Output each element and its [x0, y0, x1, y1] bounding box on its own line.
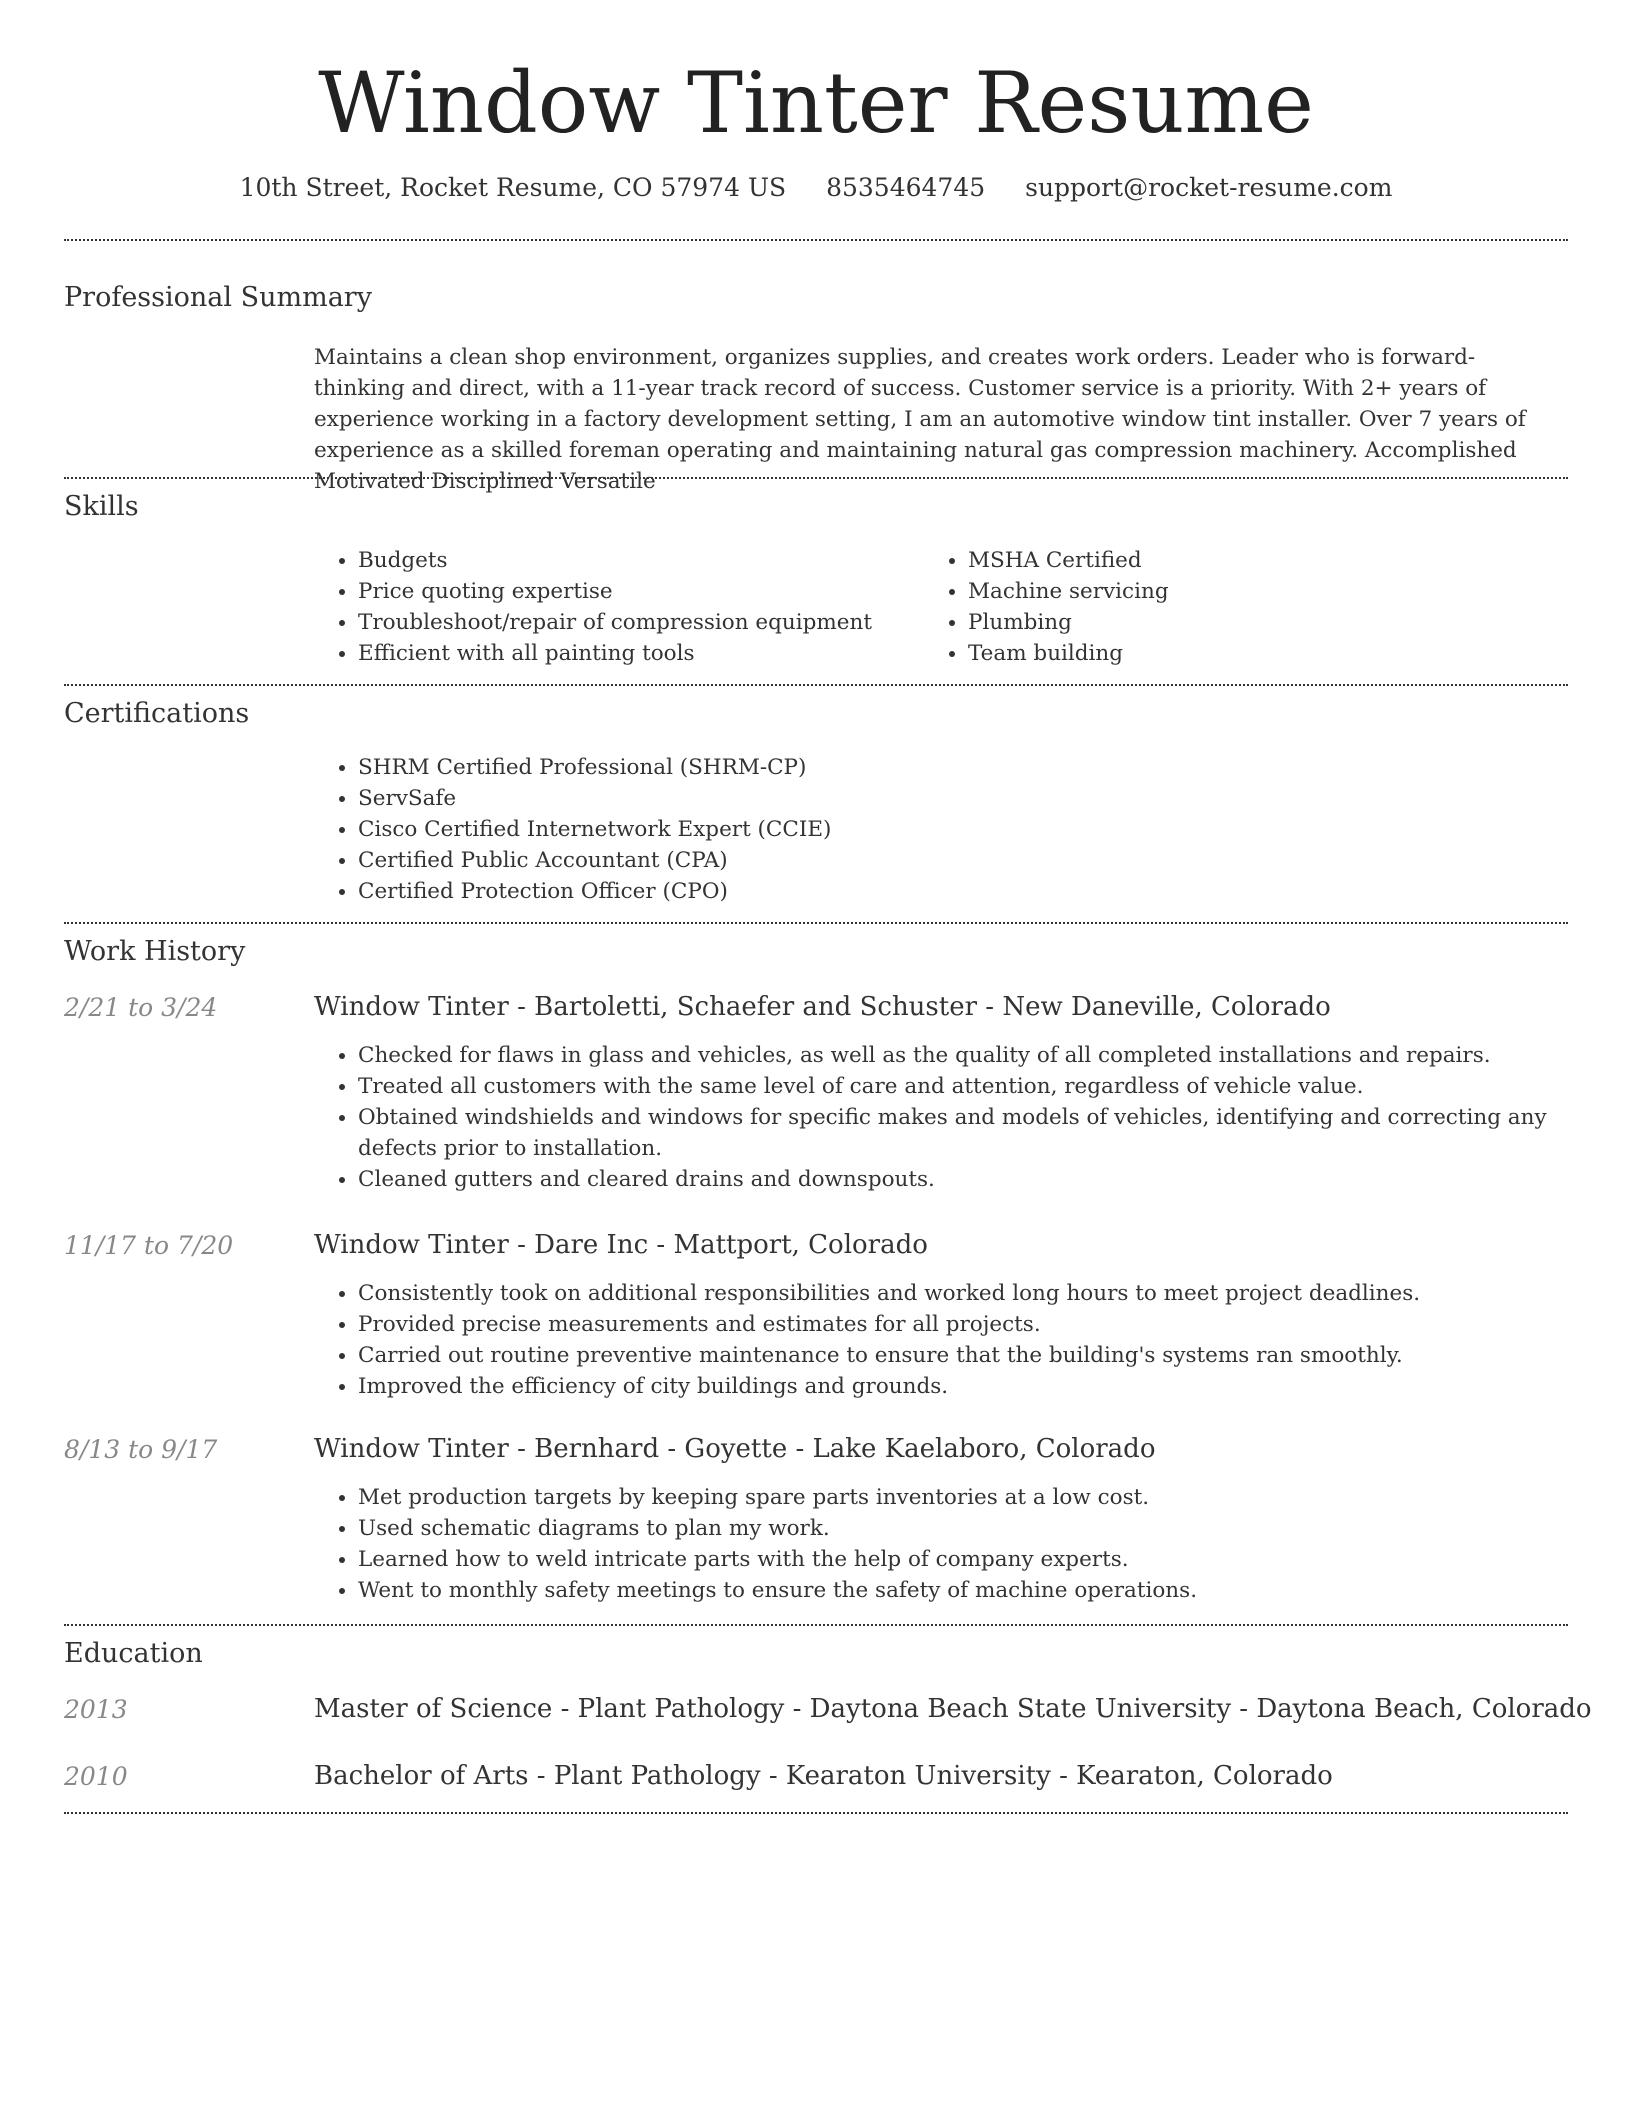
skill-item: • Efficient with all painting tools	[358, 638, 958, 669]
skills-list-right	[924, 545, 1568, 669]
contact-phone: 8535464745	[826, 173, 986, 202]
section-heading-work-history: Work History	[64, 936, 246, 967]
section-heading-certifications: Certifications	[64, 698, 250, 729]
section-heading-summary: Professional Summary	[64, 282, 372, 313]
job-duty-item: • Cleaned gutters and cleared drains and downspouts.	[358, 1164, 1608, 1195]
skills-list-left	[314, 545, 958, 669]
certification-item: • Cisco Certified Internetwork Expert (CCIE)	[358, 814, 1598, 845]
job-duty-item: • Used schematic diagrams to plan my work.	[358, 1513, 1608, 1544]
job-duty-item: • Consistently took on additional responsibilities and worked long hours to meet project deadlines.	[358, 1278, 1608, 1309]
job-dates: 11/17 to 7/20	[64, 1231, 234, 1260]
education-year: 2010	[64, 1762, 128, 1791]
skill-item: • MSHA Certified	[968, 545, 1568, 576]
summary-text: Maintains a clean shop environment, organizes supplies, and creates work orders. Leader who is forward-thinking and direct, with a 11-year track record of success. Customer service is a priority. With 2+ years of experience working in a factory development setting, I am an automotive window tint installer. Over 7 years of experience as a skilled foreman operating and maintaining natural gas compression machinery. Accomplished Motivated Disciplined Versatile	[314, 345, 1526, 494]
skill-item: • Price quoting expertise	[358, 576, 958, 607]
section-heading-skills: Skills	[64, 491, 139, 522]
contact-email: support@rocket-resume.com	[1025, 173, 1393, 202]
job-duty-item: • Carried out routine preventive maintenance to ensure that the building's systems ran smoothly.	[358, 1340, 1608, 1371]
skill-item: • Team building	[968, 638, 1568, 669]
education-degree: Bachelor of Arts - Plant Pathology - Kearaton University - Kearaton, Colorado	[314, 1761, 1333, 1791]
section-heading-education: Education	[64, 1638, 203, 1669]
job-duties-list	[314, 1482, 1608, 1606]
job-duty-item: • Improved the efficiency of city buildings and grounds.	[358, 1371, 1608, 1402]
education-year: 2013	[64, 1695, 128, 1724]
job-duty-item: • Checked for flaws in glass and vehicles, as well as the quality of all completed installations and repairs.	[358, 1040, 1608, 1071]
contact-address: 10th Street, Rocket Resume, CO 57974 US	[239, 173, 787, 202]
resume-title: Window Tinter Resume	[318, 54, 1314, 152]
job-dates: 8/13 to 9/17	[64, 1435, 218, 1464]
job-dates: 2/21 to 3/24	[64, 993, 218, 1022]
skill-item: • Budgets	[358, 545, 958, 576]
skill-item: • Plumbing	[968, 607, 1568, 638]
job-duties-list	[314, 1278, 1608, 1402]
certification-item: • SHRM Certified Professional (SHRM-CP)	[358, 752, 1598, 783]
job-duty-item: • Treated all customers with the same level of care and attention, regardless of vehicle value.	[358, 1071, 1608, 1102]
certification-item: • Certified Public Accountant (CPA)	[358, 845, 1598, 876]
divider	[64, 684, 1568, 686]
job-title: Window Tinter - Bernhard - Goyette - Lake Kaelaboro, Colorado	[314, 1434, 1156, 1464]
job-duty-item: • Went to monthly safety meetings to ensure the safety of machine operations.	[358, 1575, 1608, 1606]
job-duties-list	[314, 1040, 1608, 1195]
divider	[64, 922, 1568, 924]
job-duty-item: • Provided precise measurements and estimates for all projects.	[358, 1309, 1608, 1340]
education-degree: Master of Science - Plant Pathology - Daytona Beach State University - Daytona Beach, Colorado	[314, 1694, 1592, 1724]
divider	[64, 1624, 1568, 1626]
job-title: Window Tinter - Bartoletti, Schaefer and Schuster - New Daneville, Colorado	[314, 992, 1331, 1022]
certification-item: • Certified Protection Officer (CPO)	[358, 876, 1598, 907]
job-duty-item: • Met production targets by keeping spare parts inventories at a low cost.	[358, 1482, 1608, 1513]
divider	[64, 239, 1568, 241]
divider	[64, 477, 1568, 479]
divider	[64, 1812, 1568, 1814]
certification-item: • ServSafe	[358, 783, 1598, 814]
skill-item: • Troubleshoot/repair of compression equipment	[358, 607, 958, 638]
contact-line	[0, 168, 1632, 208]
job-duty-item: • Obtained windshields and windows for specific makes and models of vehicles, identifying and correcting any defects prior to installation.	[358, 1102, 1608, 1164]
certifications-list	[314, 752, 1598, 907]
job-title: Window Tinter - Dare Inc - Mattport, Colorado	[314, 1230, 928, 1260]
skill-item: • Machine servicing	[968, 576, 1568, 607]
job-duty-item: • Learned how to weld intricate parts with the help of company experts.	[358, 1544, 1608, 1575]
